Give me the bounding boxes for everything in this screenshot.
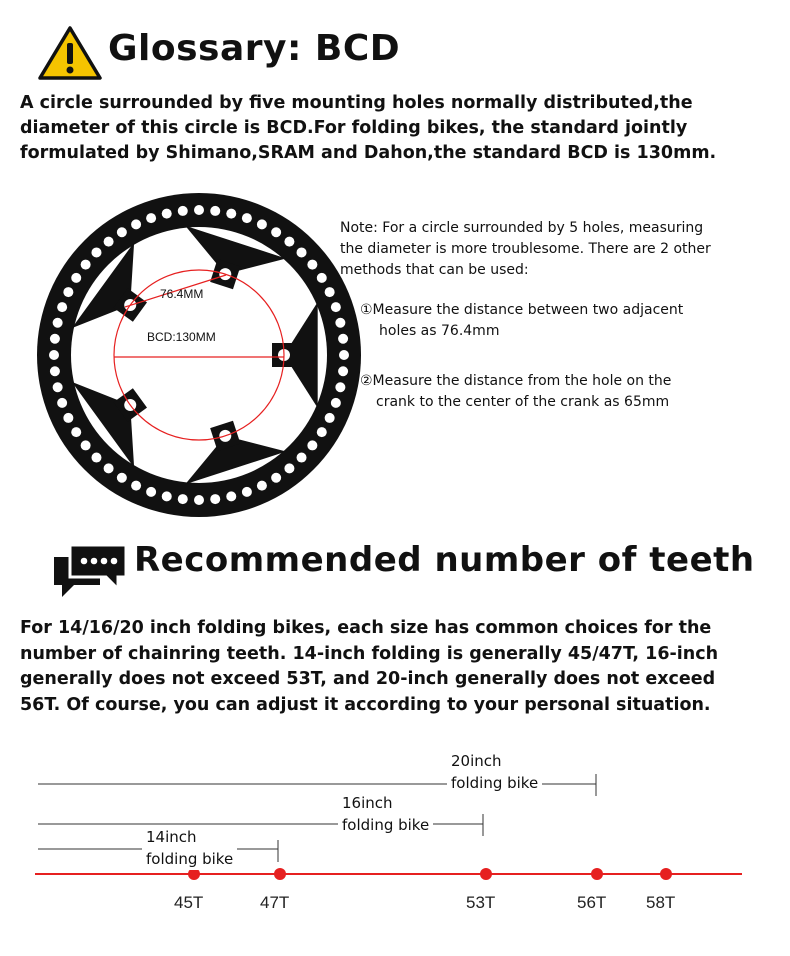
ring-hole bbox=[338, 366, 348, 376]
ring-hole bbox=[242, 487, 252, 497]
method-2-line-2: crank to the center of the crank as 65mm bbox=[376, 394, 670, 410]
teeth-title: Recommended number of teeth bbox=[134, 540, 755, 580]
ring-hole bbox=[146, 487, 156, 497]
tick-dot-56T bbox=[591, 868, 603, 880]
method-1-line-1: ①Measure the distance between two adjacent bbox=[360, 302, 684, 318]
ring-hole bbox=[307, 440, 317, 450]
ring-hole bbox=[338, 334, 348, 344]
ring-hole bbox=[297, 247, 307, 257]
method-2-line-1: ②Measure the distance from the hole on the bbox=[360, 373, 672, 389]
range-label-16inch bbox=[338, 792, 433, 836]
hole-spacing-label: 76.4MM bbox=[160, 287, 204, 301]
range-size-16inch: 16inch bbox=[342, 794, 393, 812]
range-type-20inch: folding bike bbox=[451, 774, 539, 792]
ring-hole bbox=[178, 494, 188, 504]
ring-hole bbox=[81, 440, 91, 450]
teeth-line-2: number of chainring teeth. 14-inch folding is generally 45/47T, 16-inch bbox=[20, 643, 719, 664]
ring-hole bbox=[242, 213, 252, 223]
note-line-2: the diameter is more troublesome. There are 2 other bbox=[340, 241, 711, 257]
ring-hole bbox=[226, 209, 236, 219]
ring-hole bbox=[194, 205, 204, 215]
method-1-line-2: holes as 76.4mm bbox=[379, 323, 500, 339]
ring-hole bbox=[53, 382, 63, 392]
range-size-20inch: 20inch bbox=[451, 752, 502, 770]
ring-hole bbox=[335, 318, 345, 328]
ring-hole bbox=[146, 213, 156, 223]
ring-hole bbox=[57, 302, 67, 312]
ring-hole bbox=[117, 227, 127, 237]
ring-hole bbox=[104, 463, 114, 473]
ring-hole bbox=[50, 366, 60, 376]
tick-label-58T: 58T bbox=[646, 893, 676, 912]
method-1 bbox=[360, 300, 790, 342]
chainring-diagram bbox=[34, 190, 364, 520]
warning-icon bbox=[38, 26, 102, 80]
ring-hole bbox=[257, 219, 267, 229]
ring-hole bbox=[331, 302, 341, 312]
ring-hole bbox=[162, 209, 172, 219]
range-label-14inch bbox=[142, 826, 237, 870]
range-label-20inch bbox=[447, 750, 542, 794]
teeth-line-3: generally does not exceed 53T, and 20-inch generally does not exceed bbox=[20, 669, 716, 689]
ring-hole bbox=[104, 237, 114, 247]
ring-hole bbox=[131, 481, 141, 491]
ring-hole bbox=[178, 206, 188, 216]
note-line-3: methods that can be used: bbox=[340, 262, 529, 278]
ring-hole bbox=[91, 247, 101, 257]
note-line-1: Note: For a circle surrounded by 5 holes, measuring bbox=[340, 220, 704, 236]
method-2 bbox=[360, 371, 790, 413]
glossary-description bbox=[20, 91, 780, 166]
ring-hole bbox=[339, 350, 349, 360]
ring-hole bbox=[284, 463, 294, 473]
ring-hole bbox=[307, 260, 317, 270]
ring-hole bbox=[226, 491, 236, 501]
ring-hole bbox=[284, 237, 294, 247]
ring-hole bbox=[117, 473, 127, 483]
ring-hole bbox=[91, 453, 101, 463]
teeth-line-1: For 14/16/20 inch folding bikes, each size has common choices for the bbox=[20, 618, 712, 638]
ring-hole bbox=[194, 495, 204, 505]
bcd-label: BCD:130MM bbox=[147, 330, 216, 344]
ring-hole bbox=[331, 398, 341, 408]
chat-bubbles-icon bbox=[50, 543, 130, 601]
ring-hole bbox=[210, 206, 220, 216]
ring-hole bbox=[63, 413, 73, 423]
note-block bbox=[340, 218, 785, 281]
ring-hole bbox=[210, 494, 220, 504]
ring-hole bbox=[162, 491, 172, 501]
ring-hole bbox=[81, 260, 91, 270]
ring-hole bbox=[71, 427, 81, 437]
tick-dot-47T bbox=[274, 868, 286, 880]
ring-hole bbox=[257, 481, 267, 491]
range-type-14inch: folding bike bbox=[146, 850, 234, 868]
ring-hole bbox=[50, 334, 60, 344]
ring-hole bbox=[317, 427, 327, 437]
ring-hole bbox=[335, 382, 345, 392]
teeth-description bbox=[20, 616, 785, 718]
glossary-line-3: formulated by Shimano,SRAM and Dahon,the standard BCD is 130mm. bbox=[20, 143, 717, 163]
glossary-title: Glossary: BCD bbox=[108, 28, 401, 69]
ring-hole bbox=[131, 219, 141, 229]
tick-dot-58T bbox=[660, 868, 672, 880]
tick-label-45T: 45T bbox=[174, 893, 204, 912]
ring-hole bbox=[63, 287, 73, 297]
ring-hole bbox=[271, 473, 281, 483]
glossary-line-1: A circle surrounded by five mounting holes normally distributed,the bbox=[20, 93, 693, 113]
glossary-line-2: diameter of this circle is BCD.For folding bikes, the standard jointly bbox=[20, 118, 688, 138]
ring-hole bbox=[53, 318, 63, 328]
ring-hole bbox=[325, 287, 335, 297]
ring-hole bbox=[71, 273, 81, 283]
ring-hole bbox=[325, 413, 335, 423]
ring-hole bbox=[297, 453, 307, 463]
chainring-image bbox=[34, 190, 364, 520]
ring-hole bbox=[57, 398, 67, 408]
tick-label-47T: 47T bbox=[260, 893, 290, 912]
ring-hole bbox=[271, 227, 281, 237]
teeth-line-4: 56T. Of course, you can adjust it according to your personal situation. bbox=[20, 694, 711, 715]
tick-label-56T: 56T bbox=[577, 893, 607, 912]
range-type-16inch: folding bike bbox=[342, 816, 430, 834]
range-size-14inch: 14inch bbox=[146, 828, 197, 846]
teeth-range-chart bbox=[0, 740, 790, 952]
ring-hole bbox=[49, 350, 59, 360]
tick-dot-53T bbox=[480, 868, 492, 880]
ring-hole bbox=[317, 273, 327, 283]
tick-label-53T: 53T bbox=[466, 893, 496, 912]
